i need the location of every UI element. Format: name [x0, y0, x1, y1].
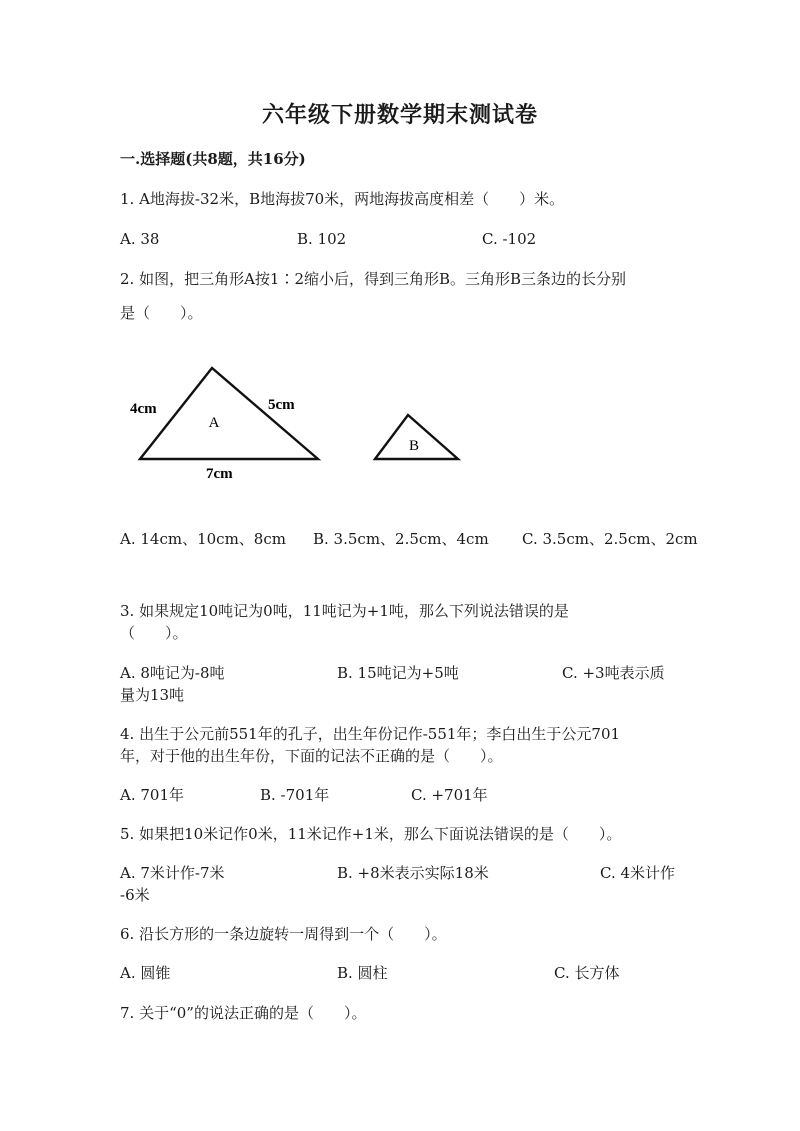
triangle-a-right-side-label: 5cm: [268, 397, 295, 413]
question-2-text-line2: 是（ ）。: [120, 304, 203, 322]
question-4-text-line1: 4. 出生于公元前551年的孔子，出生年份记作-551年；李白出生于公元701: [120, 725, 621, 743]
question-3-option-b[interactable]: B. 15吨记为+5吨: [337, 664, 459, 682]
question-4-option-a[interactable]: A. 701年: [120, 786, 184, 804]
question-5-text: 5. 如果把10米记作0米，11米记作+1米，那么下面说法错误的是（ ）。: [120, 825, 622, 843]
question-6-option-c[interactable]: C. 长方体: [554, 964, 620, 982]
question-4-text-line2: 年，对于他的出生年份，下面的记法不正确的是（ ）。: [120, 747, 503, 765]
question-1-option-b[interactable]: B. 102: [297, 230, 347, 248]
question-6-text: 6. 沿长方形的一条边旋转一周得到一个（ ）。: [120, 925, 447, 943]
question-3-option-c-continued: 量为13吨: [120, 686, 185, 704]
question-2-option-a[interactable]: A. 14cm、10cm、8cm: [120, 530, 286, 548]
question-4-option-b[interactable]: B. -701年: [260, 786, 330, 804]
triangle-a-label: A: [208, 415, 220, 431]
question-2-text-line1: 2. 如图，把三角形A按1∶2缩小后，得到三角形B。三角形B三条边的长分别: [120, 270, 627, 288]
question-5-option-b[interactable]: B. +8米表示实际18米: [337, 864, 489, 882]
question-1-option-a[interactable]: A. 38: [120, 230, 160, 248]
question-4-option-c[interactable]: C. +701年: [411, 786, 488, 804]
triangle-b-label: B: [408, 438, 420, 454]
question-6-option-b[interactable]: B. 圆柱: [337, 964, 388, 982]
question-3-option-a[interactable]: A. 8吨记为-8吨: [120, 664, 225, 682]
triangles-figure: [120, 355, 480, 485]
question-1-option-c[interactable]: C. -102: [482, 230, 537, 248]
question-5-option-c-continued: -6米: [120, 886, 150, 904]
question-2-option-b[interactable]: B. 3.5cm、2.5cm、4cm: [313, 530, 489, 548]
triangle-a: [140, 368, 318, 459]
page-title: 六年级下册数学期末测试卷: [261, 102, 538, 128]
question-3-option-c[interactable]: C. +3吨表示质: [562, 664, 665, 682]
question-2-option-c[interactable]: C. 3.5cm、2.5cm、2cm: [522, 530, 698, 548]
triangle-a-left-side-label: 4cm: [130, 401, 157, 417]
question-3-text-line1: 3. 如果规定10吨记为0吨，11吨记为+1吨，那么下列说法错误的是: [120, 602, 569, 620]
section-heading: 一.选择题(共8题，共16分): [120, 150, 306, 168]
question-7-text: 7. 关于“0”的说法正确的是（ ）。: [120, 1004, 367, 1022]
question-3-text-line2: （ ）。: [120, 624, 188, 642]
question-5-option-c[interactable]: C. 4米计作: [600, 864, 676, 882]
question-1-text: 1. A地海拔-32米，B地海拔70米，两地海拔高度相差（ ）米。: [120, 190, 565, 208]
question-5-option-a[interactable]: A. 7米计作-7米: [120, 864, 225, 882]
question-6-option-a[interactable]: A. 圆锥: [120, 964, 171, 982]
triangle-a-base-label: 7cm: [206, 466, 233, 482]
